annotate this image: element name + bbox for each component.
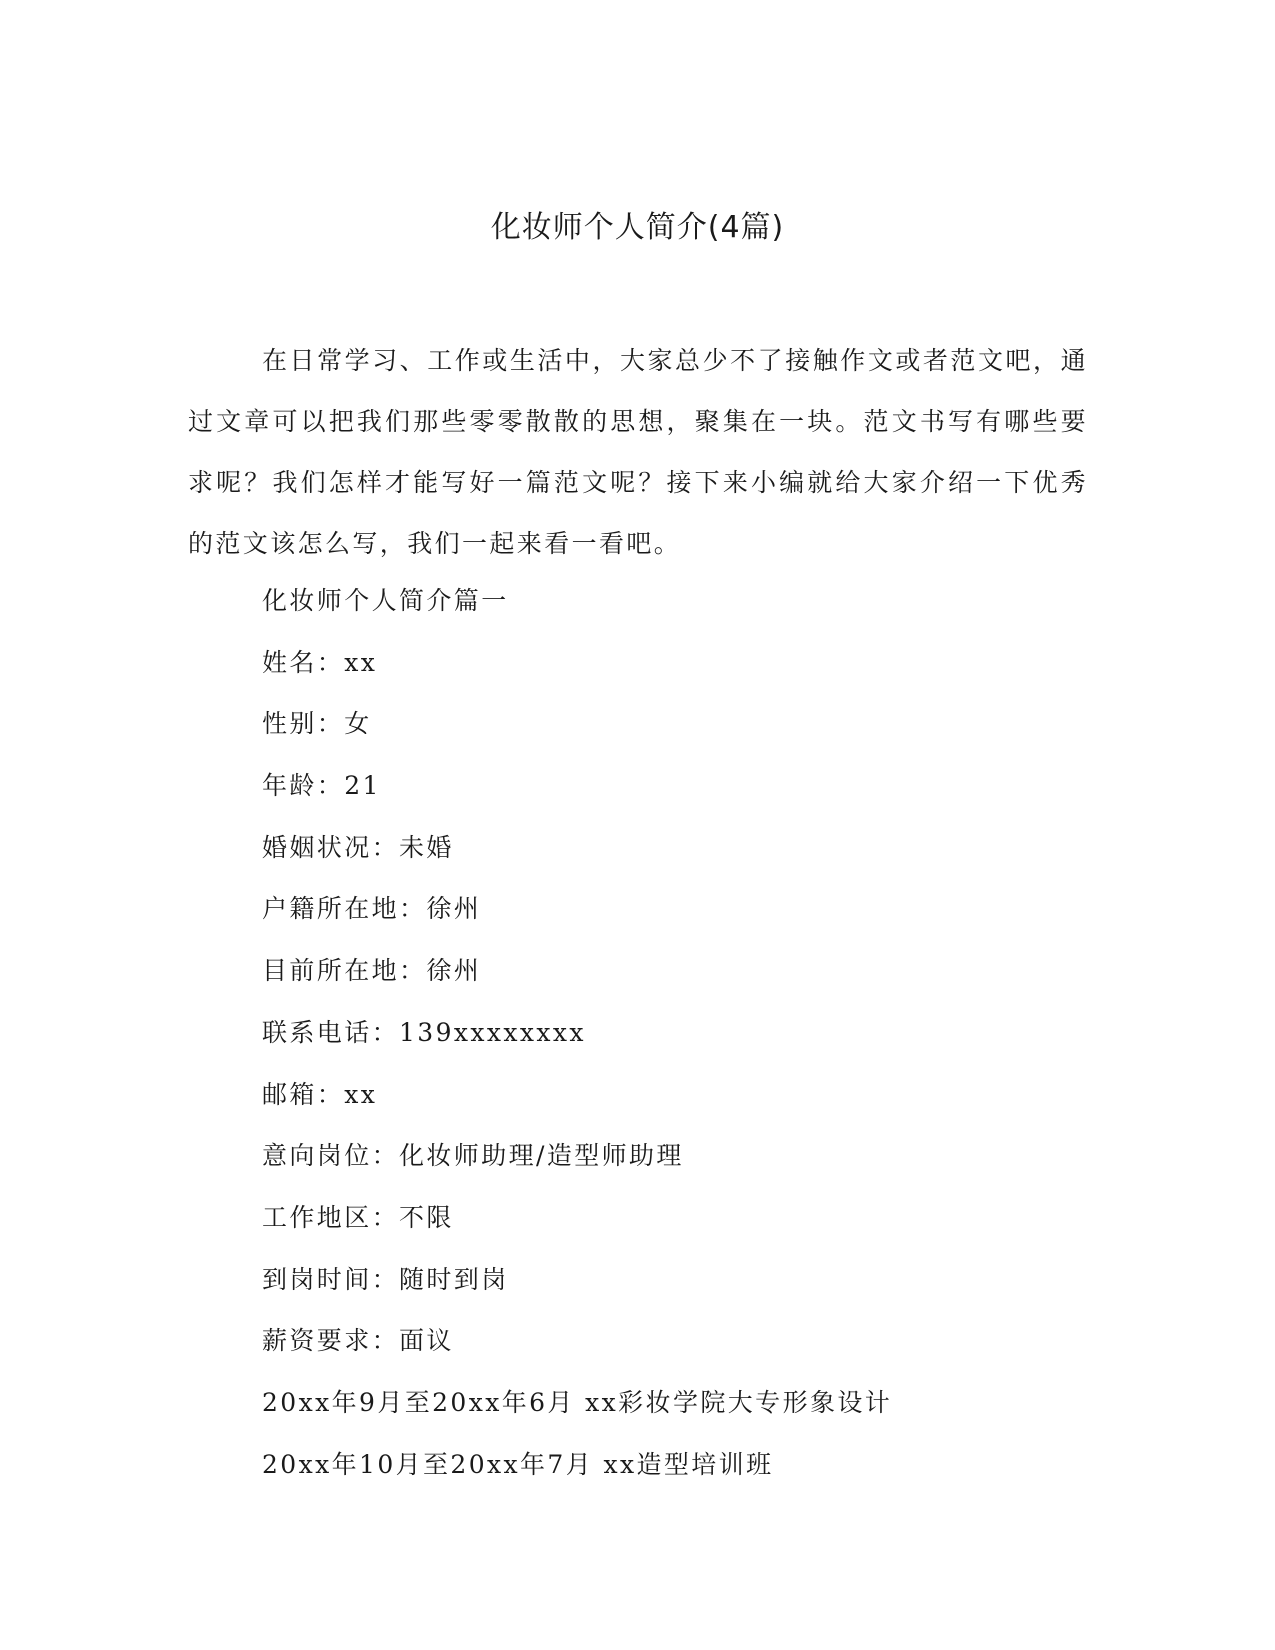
field-hometown: 户籍所在地：徐州 (262, 894, 482, 924)
document-title: 化妆师个人简介(4篇) (490, 210, 785, 245)
field-desired-position: 意向岗位：化妆师助理/造型师助理 (262, 1141, 684, 1171)
field-salary: 薪资要求：面议 (262, 1326, 454, 1356)
training-entry: 20xx年10月至20xx年7月 xx造型培训班 (262, 1449, 774, 1479)
section-heading: 化妆师个人简介篇一 (262, 586, 509, 615)
field-email: 邮箱：xx (262, 1079, 378, 1109)
resume-lines (262, 570, 1122, 1495)
field-start-time: 到岗时间：随时到岗 (262, 1264, 509, 1294)
field-name: 姓名：xx (262, 647, 378, 677)
field-age: 年龄：21 (262, 771, 381, 801)
field-gender: 性别：女 (262, 709, 372, 739)
education-entry: 20xx年9月至20xx年6月 xx彩妆学院大专形象设计 (262, 1387, 893, 1417)
field-marital-status: 婚姻状况：未婚 (262, 832, 454, 862)
field-current-location: 目前所在地：徐州 (262, 956, 482, 986)
intro-paragraph: 在日常学习、工作或生活中，大家总少不了接触作文或者范文吧，通过文章可以把我们那些零零散散的思想，聚集在一块。范文书写有哪些要求呢？我们怎样才能写好一篇范文呢？接下来小编就给大家介绍一下优秀的范文该怎么写，我们一起来看一看吧。 (188, 346, 1088, 558)
field-phone: 联系电话：139xxxxxxxx (262, 1017, 586, 1047)
field-work-area: 工作地区：不限 (262, 1202, 454, 1232)
